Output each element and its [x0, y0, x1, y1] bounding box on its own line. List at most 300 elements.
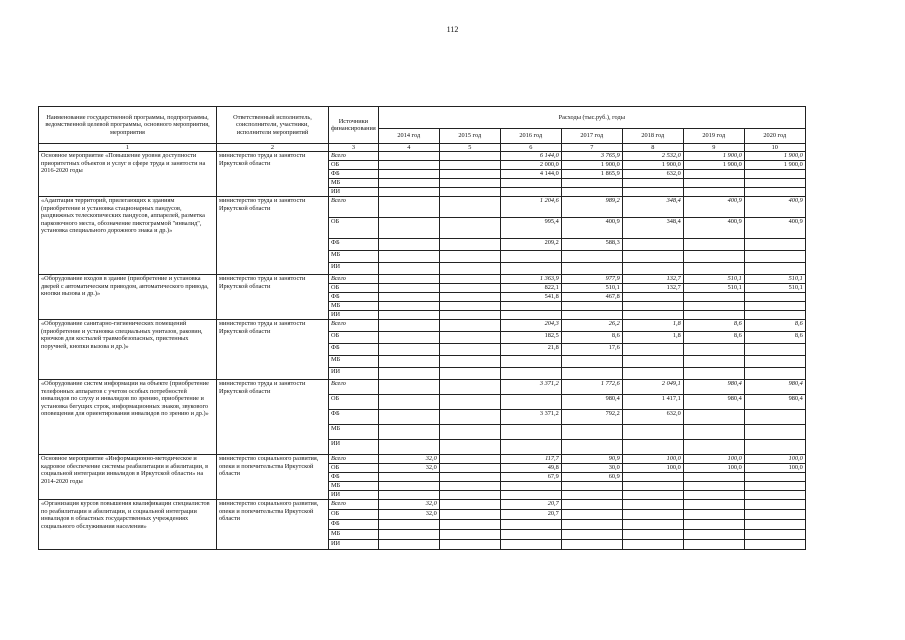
amount-cell: 100,0 [744, 464, 805, 473]
amount-cell [683, 410, 744, 425]
amount-cell [500, 482, 561, 491]
amount-cell [500, 425, 561, 440]
amount-cell: 980,4 [683, 380, 744, 395]
amount-cell [561, 510, 622, 520]
funding-source: ФБ [329, 410, 379, 425]
amount-cell [439, 500, 500, 510]
amount-cell [683, 293, 744, 302]
funding-source: МБ [329, 425, 379, 440]
amount-cell: 632,0 [622, 410, 683, 425]
amount-cell [744, 263, 805, 275]
amount-cell [378, 170, 439, 179]
funding-source: ОБ [329, 510, 379, 520]
amount-cell [439, 530, 500, 540]
funding-source: ИИ [329, 188, 379, 197]
amount-cell [744, 188, 805, 197]
amount-cell [439, 491, 500, 500]
column-index: 9 [683, 144, 744, 152]
amount-cell: 6 144,0 [500, 152, 561, 161]
amount-cell [683, 482, 744, 491]
amount-cell [500, 188, 561, 197]
amount-cell: 8,6 [683, 332, 744, 344]
amount-cell [439, 356, 500, 368]
amount-cell [439, 380, 500, 395]
amount-cell [500, 368, 561, 380]
amount-cell [744, 179, 805, 188]
column-index: 1 [39, 144, 217, 152]
amount-cell [439, 540, 500, 550]
amount-cell [683, 344, 744, 356]
column-index: 2 [217, 144, 329, 152]
amount-cell [744, 251, 805, 263]
amount-cell: 510,1 [744, 275, 805, 284]
funding-source: МБ [329, 482, 379, 491]
amount-cell [378, 311, 439, 320]
amount-cell [683, 440, 744, 455]
amount-cell [561, 302, 622, 311]
amount-cell [744, 302, 805, 311]
amount-cell: 1 900,0 [683, 152, 744, 161]
header-year: 2019 год [683, 129, 744, 144]
amount-cell [378, 218, 439, 239]
amount-cell [744, 491, 805, 500]
amount-cell [439, 425, 500, 440]
amount-cell [683, 368, 744, 380]
column-index: 5 [439, 144, 500, 152]
amount-cell [744, 440, 805, 455]
amount-cell [439, 152, 500, 161]
amount-cell: 980,4 [561, 395, 622, 410]
funding-source: ИИ [329, 440, 379, 455]
amount-cell: 995,4 [500, 218, 561, 239]
amount-cell: 117,7 [500, 455, 561, 464]
amount-cell [744, 540, 805, 550]
amount-cell: 510,1 [683, 284, 744, 293]
table-body [39, 152, 806, 550]
amount-cell [500, 440, 561, 455]
amount-cell [683, 491, 744, 500]
amount-cell [744, 170, 805, 179]
amount-cell: 400,9 [561, 218, 622, 239]
funding-source: ФБ [329, 293, 379, 302]
amount-cell [439, 473, 500, 482]
amount-cell [500, 263, 561, 275]
funding-source: ИИ [329, 368, 379, 380]
amount-cell [500, 520, 561, 530]
amount-cell [500, 540, 561, 550]
amount-cell [622, 263, 683, 275]
amount-cell: 400,9 [683, 197, 744, 218]
amount-cell [744, 356, 805, 368]
amount-cell: 2 000,0 [500, 161, 561, 170]
header-row-top [39, 107, 806, 129]
amount-cell [439, 311, 500, 320]
funding-source: МБ [329, 530, 379, 540]
amount-cell: 467,8 [561, 293, 622, 302]
amount-cell: 20,7 [500, 510, 561, 520]
amount-cell [683, 311, 744, 320]
amount-cell [622, 239, 683, 251]
amount-cell [439, 520, 500, 530]
measure-name: «Оборудование систем информации на объекте (приобретение телефонных аппаратов с учетом особых потребностей инвалидов по слуху и инвалидов по зрению, приобретение и установка бегущих строк, информационных знаков, звукового оповещения для ориентирования инвалидов по зрению и др.)» [39, 380, 217, 455]
header-source: Источники финансирования [329, 107, 379, 144]
amount-cell [378, 275, 439, 284]
amount-cell: 49,8 [500, 464, 561, 473]
amount-cell: 67,9 [500, 473, 561, 482]
amount-cell [439, 302, 500, 311]
amount-cell [439, 188, 500, 197]
amount-cell: 32,0 [378, 455, 439, 464]
amount-cell [622, 311, 683, 320]
amount-cell: 541,8 [500, 293, 561, 302]
amount-cell [378, 440, 439, 455]
amount-cell [439, 482, 500, 491]
amount-cell [378, 410, 439, 425]
amount-cell: 632,0 [622, 170, 683, 179]
amount-cell [622, 179, 683, 188]
amount-cell [622, 520, 683, 530]
amount-cell [378, 530, 439, 540]
amount-cell [622, 473, 683, 482]
amount-cell [378, 152, 439, 161]
funding-source: Всего [329, 275, 379, 284]
funding-source: ИИ [329, 540, 379, 550]
amount-cell: 1 900,0 [744, 161, 805, 170]
amount-cell [439, 455, 500, 464]
amount-cell [378, 425, 439, 440]
amount-cell [622, 425, 683, 440]
funding-source: ОБ [329, 395, 379, 410]
amount-cell [622, 188, 683, 197]
amount-cell [439, 395, 500, 410]
amount-cell: 8,6 [683, 320, 744, 332]
amount-cell: 100,0 [622, 455, 683, 464]
amount-cell: 1 363,9 [500, 275, 561, 284]
executor: министерство труда и занятости Иркутской области [217, 380, 329, 455]
header-year: 2017 год [561, 129, 622, 144]
amount-cell [439, 161, 500, 170]
amount-cell: 400,9 [744, 197, 805, 218]
amount-cell [500, 251, 561, 263]
amount-cell [378, 491, 439, 500]
amount-cell [683, 263, 744, 275]
amount-cell [744, 344, 805, 356]
amount-cell: 1 900,0 [622, 161, 683, 170]
amount-cell [622, 368, 683, 380]
amount-cell: 3 371,2 [500, 410, 561, 425]
amount-cell [500, 311, 561, 320]
funding-source: Всего [329, 152, 379, 161]
amount-cell [439, 332, 500, 344]
funding-source: Всего [329, 320, 379, 332]
amount-cell [500, 395, 561, 410]
amount-cell [622, 482, 683, 491]
amount-cell [561, 311, 622, 320]
amount-cell: 980,4 [744, 395, 805, 410]
amount-cell [500, 356, 561, 368]
amount-cell [378, 293, 439, 302]
header-year: 2018 год [622, 129, 683, 144]
amount-cell [744, 473, 805, 482]
amount-cell [439, 320, 500, 332]
amount-cell [622, 510, 683, 520]
amount-cell: 8,6 [744, 332, 805, 344]
funding-source: ИИ [329, 491, 379, 500]
amount-cell: 1 417,1 [622, 395, 683, 410]
amount-cell [561, 500, 622, 510]
funding-source: ФБ [329, 520, 379, 530]
amount-cell: 32,0 [378, 464, 439, 473]
amount-cell [439, 440, 500, 455]
amount-cell [439, 275, 500, 284]
column-index: 4 [378, 144, 439, 152]
amount-cell: 348,4 [622, 218, 683, 239]
amount-cell [683, 302, 744, 311]
amount-cell [439, 239, 500, 251]
amount-cell: 4 144,0 [500, 170, 561, 179]
amount-cell [378, 540, 439, 550]
amount-cell [622, 540, 683, 550]
amount-cell: 204,3 [500, 320, 561, 332]
amount-cell [378, 520, 439, 530]
amount-cell [378, 284, 439, 293]
amount-cell [439, 179, 500, 188]
amount-cell [622, 302, 683, 311]
amount-cell: 588,3 [561, 239, 622, 251]
header-program: Наименование государственной программы, подпрограммы, ведомственной целевой программы, основного мероприятия, мероприятия [39, 107, 217, 144]
amount-cell [561, 368, 622, 380]
amount-cell: 2 049,1 [622, 380, 683, 395]
amount-cell [500, 179, 561, 188]
amount-cell: 400,9 [744, 218, 805, 239]
amount-cell: 989,2 [561, 197, 622, 218]
amount-cell [439, 263, 500, 275]
amount-cell [378, 332, 439, 344]
amount-cell: 17,6 [561, 344, 622, 356]
amount-cell [439, 284, 500, 293]
amount-cell: 90,9 [561, 455, 622, 464]
amount-cell [378, 239, 439, 251]
amount-cell [683, 540, 744, 550]
amount-cell: 1,8 [622, 332, 683, 344]
amount-cell: 1 900,0 [744, 152, 805, 161]
amount-cell [744, 425, 805, 440]
measure-name: «Оборудование санитарно-гигиенических помещений (приобретение и установка специальных унитазов, раковин, крючков для костылей травмобезопасных, пристенных поручней, кнопки вызова и др.)» [39, 320, 217, 380]
header-year: 2015 год [439, 129, 500, 144]
amount-cell: 32,0 [378, 500, 439, 510]
budget-table [38, 106, 806, 550]
amount-cell: 1 772,6 [561, 380, 622, 395]
measure-name: «Организация курсов повышения квалификации специалистов по реабилитации и абилитации, и социальной интеграции инвалидов в областных государственных учреждениях социального обслуживания населения» [39, 500, 217, 550]
measure-name: «Адаптация территорий, прилегающих к зданиям (приобретение и установка стационарных пандусов, раздвижных телескопических пандусов, аппарелей, разметка парковочного места, обозначение пиктограммой "инвалид", установка специального дорожного знака и др.)» [39, 197, 217, 275]
amount-cell [622, 251, 683, 263]
funding-source: Всего [329, 380, 379, 395]
funding-source: ОБ [329, 218, 379, 239]
amount-cell: 132,7 [622, 284, 683, 293]
amount-cell [622, 500, 683, 510]
amount-cell [561, 188, 622, 197]
amount-cell: 60,9 [561, 473, 622, 482]
funding-source: ОБ [329, 284, 379, 293]
amount-cell: 980,4 [744, 380, 805, 395]
amount-cell [744, 500, 805, 510]
amount-cell [561, 530, 622, 540]
amount-cell [439, 170, 500, 179]
amount-cell [500, 530, 561, 540]
amount-cell [683, 251, 744, 263]
amount-cell [378, 356, 439, 368]
amount-cell [744, 410, 805, 425]
page-number: 112 [446, 25, 459, 34]
amount-cell [622, 440, 683, 455]
amount-cell: 26,2 [561, 320, 622, 332]
amount-cell [378, 179, 439, 188]
amount-cell [561, 263, 622, 275]
amount-cell [683, 179, 744, 188]
amount-cell [744, 510, 805, 520]
amount-cell [439, 368, 500, 380]
amount-cell [378, 344, 439, 356]
amount-cell [683, 500, 744, 510]
column-index: 7 [561, 144, 622, 152]
amount-cell [744, 311, 805, 320]
amount-cell: 30,0 [561, 464, 622, 473]
amount-cell: 1 900,0 [561, 161, 622, 170]
amount-cell [744, 520, 805, 530]
amount-cell [561, 540, 622, 550]
amount-cell: 1 900,0 [683, 161, 744, 170]
amount-cell [378, 197, 439, 218]
amount-cell [500, 302, 561, 311]
amount-cell [683, 170, 744, 179]
amount-cell [622, 356, 683, 368]
executor: министерство труда и занятости Иркутской области [217, 197, 329, 275]
amount-cell [683, 473, 744, 482]
amount-cell [439, 293, 500, 302]
amount-cell: 100,0 [744, 455, 805, 464]
amount-cell [439, 464, 500, 473]
amount-cell [561, 356, 622, 368]
amount-cell: 348,4 [622, 197, 683, 218]
amount-cell [744, 293, 805, 302]
funding-source: Всего [329, 500, 379, 510]
amount-cell: 209,2 [500, 239, 561, 251]
funding-source: ФБ [329, 473, 379, 482]
amount-cell [378, 302, 439, 311]
amount-cell [378, 320, 439, 332]
executor: министерство труда и занятости Иркутской области [217, 152, 329, 197]
table-row [39, 500, 806, 510]
amount-cell [439, 197, 500, 218]
amount-cell [439, 410, 500, 425]
executor: министерство труда и занятости Иркутской области [217, 275, 329, 320]
amount-cell [500, 491, 561, 500]
amount-cell [561, 425, 622, 440]
amount-cell: 510,1 [744, 284, 805, 293]
funding-source: ОБ [329, 161, 379, 170]
table-row [39, 152, 806, 161]
funding-source: ФБ [329, 170, 379, 179]
funding-source: ФБ [329, 344, 379, 356]
amount-cell: 822,1 [500, 284, 561, 293]
amount-cell: 20,7 [500, 500, 561, 510]
amount-cell [561, 251, 622, 263]
amount-cell [744, 368, 805, 380]
amount-cell: 21,8 [500, 344, 561, 356]
header-expenses: Расходы (тыс.руб.), годы [378, 107, 805, 129]
amount-cell: 980,4 [683, 395, 744, 410]
table-row [39, 320, 806, 332]
amount-cell [561, 520, 622, 530]
amount-cell [378, 395, 439, 410]
amount-cell [622, 530, 683, 540]
column-index: 3 [329, 144, 379, 152]
amount-cell [622, 344, 683, 356]
amount-cell: 510,1 [561, 284, 622, 293]
table-row [39, 275, 806, 284]
amount-cell [561, 179, 622, 188]
header-executor: Ответственный исполнитель, соисполнители, участники, исполнители мероприятий [217, 107, 329, 144]
amount-cell [683, 510, 744, 520]
amount-cell [378, 161, 439, 170]
table-row [39, 380, 806, 395]
header-year: 2020 год [744, 129, 805, 144]
executor: министерство социального развития, опеки и попечительства Иркутской области [217, 500, 329, 550]
measure-name: Основное мероприятие «Информационно-методическое и кадровое обеспечение системы реабилитации и абилитации, в социальной интеграции инвалидов в Иркутской области» на 2014-2020 годы [39, 455, 217, 500]
amount-cell [378, 473, 439, 482]
amount-cell [744, 530, 805, 540]
amount-cell: 8,6 [744, 320, 805, 332]
amount-cell [378, 251, 439, 263]
amount-cell [683, 425, 744, 440]
amount-cell: 100,0 [683, 455, 744, 464]
funding-source: ИИ [329, 263, 379, 275]
index-row [39, 144, 806, 152]
amount-cell: 510,1 [683, 275, 744, 284]
amount-cell: 100,0 [622, 464, 683, 473]
amount-cell: 1 865,9 [561, 170, 622, 179]
amount-cell [744, 482, 805, 491]
amount-cell: 132,7 [622, 275, 683, 284]
funding-source: Всего [329, 197, 379, 218]
amount-cell [378, 482, 439, 491]
amount-cell [378, 380, 439, 395]
funding-source: ФБ [329, 239, 379, 251]
amount-cell [378, 263, 439, 275]
amount-cell: 792,2 [561, 410, 622, 425]
amount-cell: 182,5 [500, 332, 561, 344]
executor: министерство труда и занятости Иркутской области [217, 320, 329, 380]
amount-cell [683, 188, 744, 197]
amount-cell: 3 371,2 [500, 380, 561, 395]
amount-cell [683, 520, 744, 530]
amount-cell [561, 482, 622, 491]
amount-cell [683, 530, 744, 540]
amount-cell [378, 188, 439, 197]
executor: министерство социального развития, опеки и попечительства Иркутской области [217, 455, 329, 500]
amount-cell: 400,9 [683, 218, 744, 239]
amount-cell [378, 368, 439, 380]
funding-source: МБ [329, 356, 379, 368]
amount-cell [439, 218, 500, 239]
amount-cell: 100,0 [683, 464, 744, 473]
column-index: 6 [500, 144, 561, 152]
table-row [39, 455, 806, 464]
table-row [39, 197, 806, 218]
amount-cell: 3 765,9 [561, 152, 622, 161]
funding-source: МБ [329, 179, 379, 188]
funding-source: ИИ [329, 311, 379, 320]
